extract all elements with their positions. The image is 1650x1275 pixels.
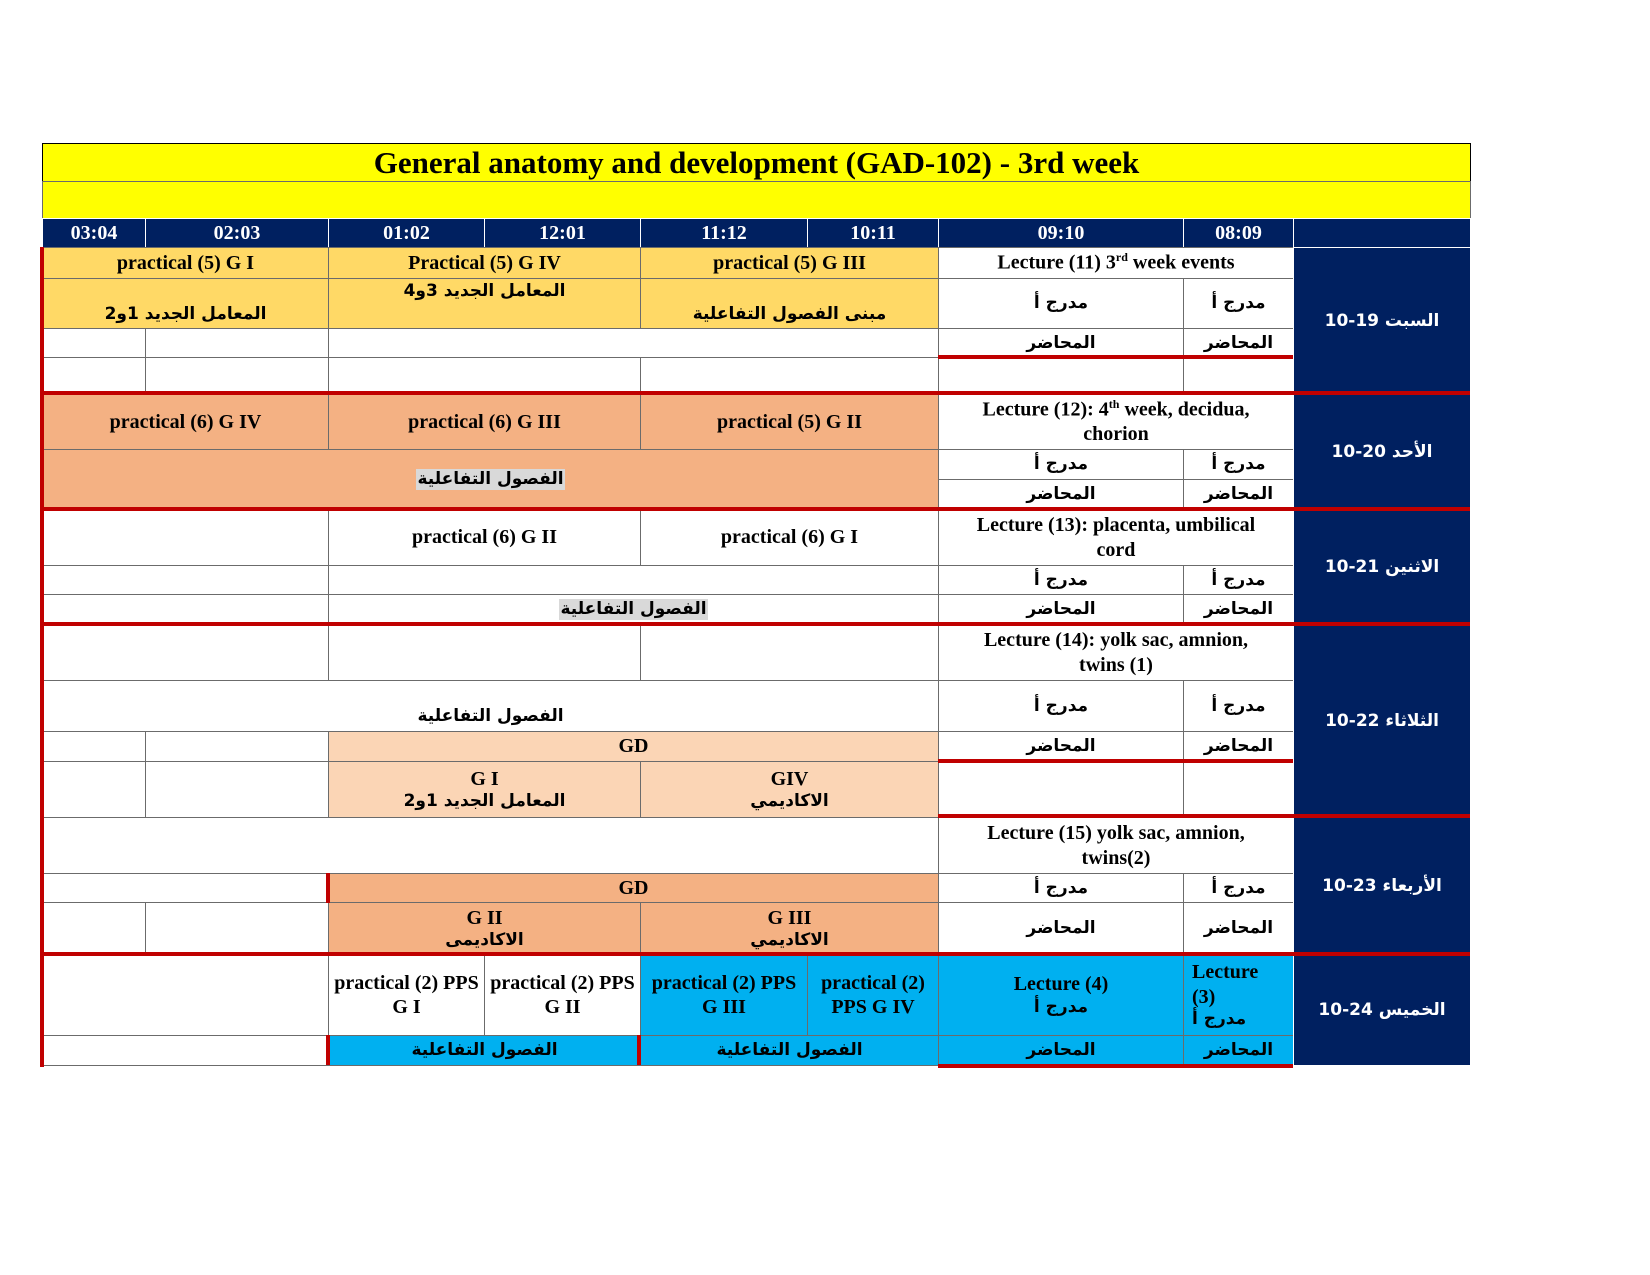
location-cell [640, 1035, 939, 1066]
lecturer-cell [1183, 328, 1294, 358]
practical-label: practical (6) G IV [109, 410, 262, 433]
day-label-cell [1293, 509, 1471, 625]
practical-label: Practical (5) G IV [408, 251, 561, 274]
group-name: G I [470, 767, 499, 790]
time-slot-header [328, 218, 485, 248]
lecture-cell [938, 624, 1294, 681]
day-label: الثلاثاء 22-10 [1325, 710, 1439, 731]
group-name: GIV [770, 767, 809, 790]
location-cell [42, 680, 939, 732]
lecturer-cell [1183, 479, 1294, 510]
location-cell [42, 449, 939, 510]
group-name: G III [767, 906, 812, 929]
venue-cell [1183, 565, 1294, 595]
time-slot-label: 12:01 [539, 221, 586, 244]
venue-label: مدرج أ [1033, 454, 1089, 475]
practical-label: practical (5) G I [116, 251, 255, 274]
empty-cell [938, 357, 1184, 395]
gd-cell [328, 873, 939, 903]
venue-label: مدرج أ [1211, 454, 1266, 475]
lecturer-label: المحاضر [1026, 332, 1096, 353]
location-label: المعامل الجديد 3و4 [403, 281, 566, 301]
title-text: General anatomy and development (GAD-102) - 3rd week [373, 144, 1140, 180]
practical-cell [42, 394, 329, 450]
time-slot-header [807, 218, 939, 248]
lecture-label: Lecture (13): placenta, umbilical [976, 514, 1256, 537]
empty-cell [328, 624, 641, 681]
empty-cell [42, 873, 329, 903]
time-slot-label: 08:09 [1215, 221, 1262, 244]
time-slot-label: 01:02 [383, 221, 430, 244]
day-label-cell [1293, 247, 1471, 395]
empty-cell [145, 357, 329, 395]
venue-cell [938, 278, 1184, 329]
lecturer-cell [938, 902, 1184, 955]
group-cell [640, 902, 939, 955]
lecturer-label: المحاضر [1203, 736, 1274, 757]
empty-cell [145, 731, 329, 762]
group-place: الاكاديمي [750, 791, 829, 812]
practical-cell [640, 509, 939, 566]
empty-cell [42, 594, 329, 625]
empty-cell [1183, 761, 1294, 818]
practical-cell [640, 954, 808, 1036]
time-slot-header [640, 218, 808, 248]
practical-label: practical (2) PPS G IV [821, 971, 925, 1018]
group-place: الاكاديمى [445, 930, 524, 951]
red-separator [938, 759, 1293, 763]
empty-cell [42, 1035, 329, 1066]
red-separator [326, 873, 330, 903]
location-cell [328, 1035, 641, 1066]
lecturer-cell [1183, 1035, 1294, 1066]
title-blank-row [42, 181, 1471, 219]
venue-label: مدرج أ [1033, 877, 1089, 898]
group-cell [328, 902, 641, 955]
practical-label: practical (2) PPS G II [490, 971, 635, 1018]
location-label: الفصول التفاعلية [560, 599, 707, 620]
practical-cell [640, 394, 939, 450]
practical-cell [640, 247, 939, 279]
venue-cell [938, 873, 1184, 903]
venue-label: مدرج أ [1211, 569, 1266, 590]
day-header-blank [1293, 218, 1471, 248]
location-label: الفصول التفاعلية [417, 706, 564, 727]
practical-label: practical (2) PPS G III [651, 971, 797, 1018]
group-cell [328, 761, 641, 818]
page-title [42, 143, 1471, 182]
day-label: الخميس 24-10 [1318, 999, 1446, 1020]
practical-label: practical (6) G II [412, 526, 557, 549]
venue-label: مدرج أ [1211, 877, 1266, 898]
red-separator [938, 355, 1293, 359]
practical-cell [42, 247, 329, 279]
venue-cell [1183, 278, 1294, 329]
venue-cell [1183, 873, 1294, 903]
lecturer-cell [938, 479, 1184, 510]
lecture-label: Lecture (14): yolk sac, amnion, [983, 629, 1249, 652]
lecture-label: chorion [1083, 423, 1149, 446]
lecturer-label: المحاضر [1203, 599, 1274, 620]
venue-label: مدرج أ [1033, 569, 1089, 590]
venue-cell [938, 449, 1184, 480]
venue-label: مدرج أ [1033, 293, 1089, 314]
lecture-label: twins(2) [1081, 846, 1151, 869]
red-separator [42, 952, 1470, 956]
lecturer-label: المحاضر [1026, 736, 1096, 757]
location-cell [328, 594, 939, 625]
location-cell [640, 278, 939, 329]
empty-cell [42, 954, 329, 1036]
lecture-cell [938, 509, 1294, 566]
lecturer-label: المحاضر [1026, 918, 1096, 939]
day-label-cell [1293, 817, 1471, 955]
empty-cell [42, 565, 329, 595]
day-label-cell [1293, 394, 1471, 510]
venue-label: مدرج أ [1192, 1009, 1247, 1030]
venue-cell [1183, 680, 1294, 732]
practical-label: practical (2) PPS G I [334, 971, 479, 1018]
lecturer-cell [938, 731, 1184, 762]
venue-label: مدرج أ [1211, 695, 1266, 716]
lecturer-cell [938, 1035, 1184, 1066]
lecturer-label: المحاضر [1026, 599, 1096, 620]
empty-cell [640, 357, 939, 395]
practical-cell [328, 247, 641, 279]
red-separator [42, 622, 1470, 626]
red-separator [42, 391, 1470, 395]
practical-label: practical (5) G II [717, 410, 862, 433]
gd-cell [328, 731, 939, 762]
day-label: الأربعاء 23-10 [1322, 875, 1442, 896]
lecture-label: Lecture (15) yolk sac, amnion, [987, 822, 1245, 845]
time-slot-label: 02:03 [213, 221, 261, 244]
location-cell [42, 278, 329, 329]
red-separator [637, 1035, 641, 1065]
lecturer-cell [1183, 594, 1294, 625]
location-label: الفصول التفاعلية [411, 1040, 558, 1061]
lecture-cell [938, 247, 1294, 279]
time-slot-label: 11:12 [701, 221, 747, 244]
lecture-label: twins (1) [1079, 653, 1153, 676]
gd-label: GD [618, 876, 649, 899]
empty-cell [42, 357, 146, 395]
group-place: المعامل الجديد 1و2 [403, 791, 566, 812]
time-slot-header [484, 218, 641, 248]
location-cell [328, 278, 641, 329]
time-slot-header [42, 218, 146, 248]
empty-cell [42, 509, 329, 566]
practical-cell [328, 394, 641, 450]
day-label-cell [1293, 954, 1471, 1066]
left-red-border [40, 247, 44, 1067]
empty-cell [145, 761, 329, 818]
empty-cell [145, 328, 329, 358]
lecturer-label: المحاضر [1203, 918, 1274, 939]
lecturer-cell [938, 594, 1184, 625]
empty-cell [42, 624, 329, 681]
empty-cell [42, 328, 146, 358]
location-label: الفصول التفاعلية [716, 1040, 863, 1061]
lecturer-cell [1183, 731, 1294, 762]
lecturer-label: المحاضر [1026, 484, 1096, 505]
time-slot-header [1183, 218, 1294, 248]
lecture-label: Lecture (4) [1013, 973, 1109, 996]
time-slot-label: 10:11 [850, 221, 896, 244]
location-label: المعامل الجديد 1و2 [104, 304, 267, 325]
time-slot-label: 09:10 [1037, 221, 1085, 244]
day-label: الاثنين 21-10 [1324, 556, 1440, 577]
empty-cell [42, 817, 939, 874]
practical-cell [328, 509, 641, 566]
empty-cell [42, 731, 146, 762]
lecture-label: Lecture (11) 3rd week events [997, 250, 1235, 275]
location-label: مبنى الفصول التفاعلية [692, 304, 887, 325]
empty-cell [42, 902, 146, 955]
group-name: G II [466, 906, 503, 929]
venue-label: مدرج أ [1033, 996, 1089, 1017]
lecturer-cell [938, 328, 1184, 358]
time-slot-header [145, 218, 329, 248]
red-separator [326, 1035, 330, 1065]
lecture-label: Lecture [1192, 961, 1259, 984]
practical-label: practical (6) G I [720, 526, 859, 549]
lecture-label: Lecture (12): 4th week, decidua, [982, 397, 1250, 421]
practical-cell [807, 954, 939, 1036]
venue-cell [1183, 449, 1294, 480]
lecturer-label: المحاضر [1026, 1040, 1096, 1061]
venue-cell [938, 565, 1184, 595]
gd-label: GD [618, 735, 649, 758]
location-label: الفصول التفاعلية [417, 469, 564, 490]
lecture-label: cord [1096, 538, 1136, 561]
group-place: الاكاديمي [750, 930, 829, 951]
lecturer-label: المحاضر [1203, 332, 1274, 353]
day-label: السبت 19-10 [1324, 310, 1440, 331]
group-cell [640, 761, 939, 818]
empty-cell [328, 565, 939, 595]
empty-cell [640, 624, 939, 681]
empty-cell [42, 761, 146, 818]
empty-cell [145, 902, 329, 955]
practical-cell [328, 954, 485, 1036]
lecturer-label: المحاضر [1203, 484, 1274, 505]
lecturer-cell [1183, 902, 1294, 955]
venue-label: مدرج أ [1033, 695, 1089, 716]
empty-cell [1183, 357, 1294, 395]
lecture-cell [938, 817, 1294, 874]
lecture-label: (3) [1192, 985, 1216, 1008]
venue-cell [938, 680, 1184, 732]
time-slot-label: 03:04 [70, 221, 118, 244]
time-slot-header [938, 218, 1184, 248]
red-separator [938, 814, 1470, 818]
empty-cell [328, 328, 939, 358]
practical-label: practical (5) G III [713, 251, 866, 274]
lecturer-label: المحاضر [1203, 1040, 1274, 1061]
lecture-cell [938, 394, 1294, 450]
day-label-cell [1293, 624, 1471, 818]
empty-cell [938, 761, 1184, 818]
practical-cell [484, 954, 641, 1036]
day-label: الأحد 20-10 [1331, 441, 1433, 462]
lecture-cell [938, 954, 1184, 1036]
red-separator [42, 507, 1470, 511]
venue-label: مدرج أ [1211, 293, 1266, 314]
practical-label: practical (6) G III [408, 410, 561, 433]
lecture-cell [1183, 954, 1294, 1036]
empty-cell [328, 357, 641, 395]
red-separator [938, 1064, 1293, 1068]
